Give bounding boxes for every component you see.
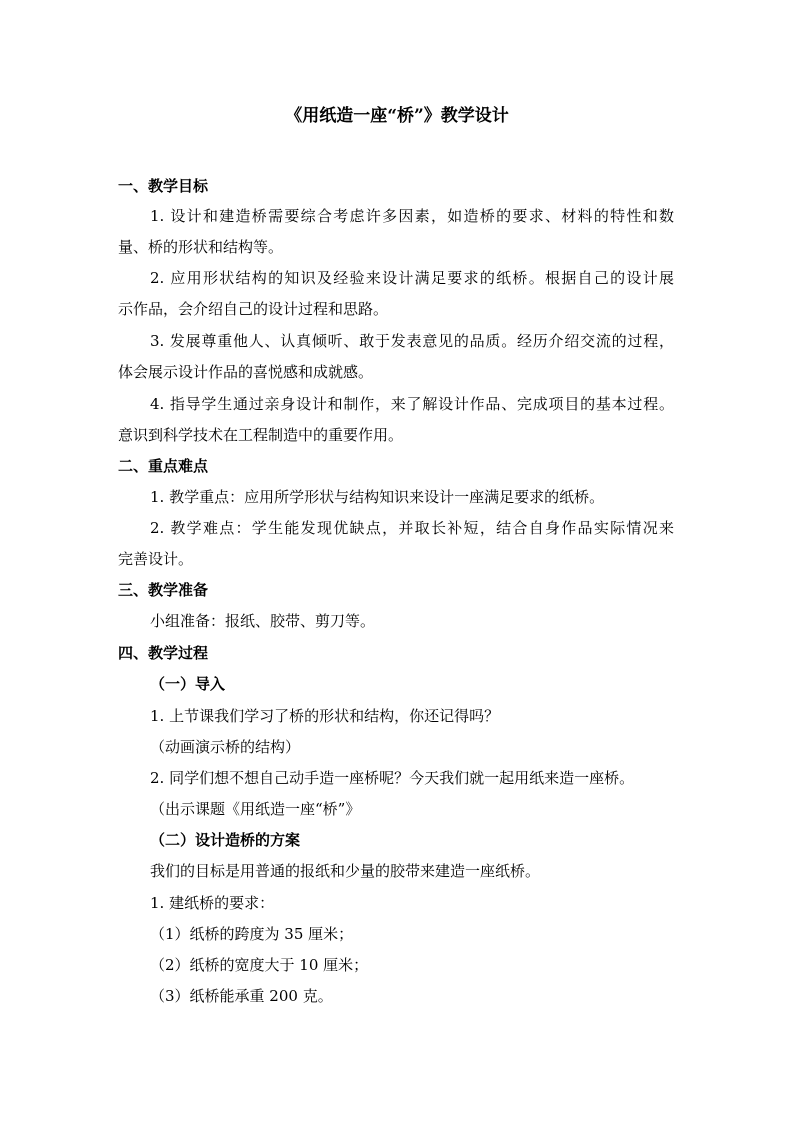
goal-3-line-1: 3. 发展尊重他人、认真倾听、敢于发表意见的品质。经历介绍交流的过程， (150, 332, 674, 350)
requirement-3: （3）纸桥能承重 200 克。 (150, 987, 333, 1005)
goal-3-line-2: 体会展示设计作品的喜悦感和成就感。 (118, 363, 374, 381)
intro-item-2-note: （出示课题《用纸造一座“桥”》 (150, 800, 361, 818)
goal-1-line-2: 量、桥的形状和结构等。 (118, 238, 284, 256)
requirement-2: （2）纸桥的宽度大于 10 厘米； (150, 956, 369, 974)
section-heading-key-points: 二、重点难点 (118, 457, 209, 475)
intro-item-1: 1. 上节课我们学习了桥的形状和结构，你还记得吗？ (150, 707, 500, 725)
key-point-1: 1. 教学重点：应用所学形状与结构知识来设计一座满足要求的纸桥。 (150, 488, 605, 506)
goal-4-line-2: 意识到科学技术在工程制造中的重要作用。 (118, 426, 404, 444)
goal-2-line-2: 示作品，会介绍自己的设计过程和思路。 (118, 300, 389, 318)
subsection-design-plan: （二）设计造桥的方案 (150, 831, 301, 849)
goal-4-line-1: 4. 指导学生通过亲身设计和制作，来了解设计作品、完成项目的基本过程。 (150, 395, 674, 413)
section-heading-objectives: 一、教学目标 (118, 177, 209, 195)
section-heading-preparation: 三、教学准备 (118, 581, 209, 599)
key-point-2-line-2: 完善设计。 (118, 550, 194, 568)
goal-1-line-1: 1. 设计和建造桥需要综合考虑许多因素，如造桥的要求、材料的特性和数 (150, 207, 674, 225)
design-goal: 我们的目标是用普通的报纸和少量的胶带来建造一座纸桥。 (150, 862, 541, 880)
design-requirements-heading: 1. 建纸桥的要求： (150, 894, 275, 912)
goal-2-line-1: 2. 应用形状结构的知识及经验来设计满足要求的纸桥。根据自己的设计展 (150, 269, 674, 287)
document-title: 《用纸造一座“桥”》教学设计 (285, 106, 509, 126)
preparation-item: 小组准备：报纸、胶带、剪刀等。 (150, 612, 376, 630)
requirement-1: （1）纸桥的跨度为 35 厘米； (150, 925, 354, 943)
intro-item-2: 2. 同学们想不想自己动手造一座桥呢？今天我们就一起用纸来造一座桥。 (150, 769, 635, 787)
section-heading-process: 四、教学过程 (118, 644, 209, 662)
intro-item-1-note: （动画演示桥的结构） (150, 738, 301, 756)
subsection-intro: （一）导入 (150, 675, 226, 693)
key-point-2-line-1: 2. 教学难点：学生能发现优缺点，并取长补短，结合自身作品实际情况来 (150, 519, 674, 537)
